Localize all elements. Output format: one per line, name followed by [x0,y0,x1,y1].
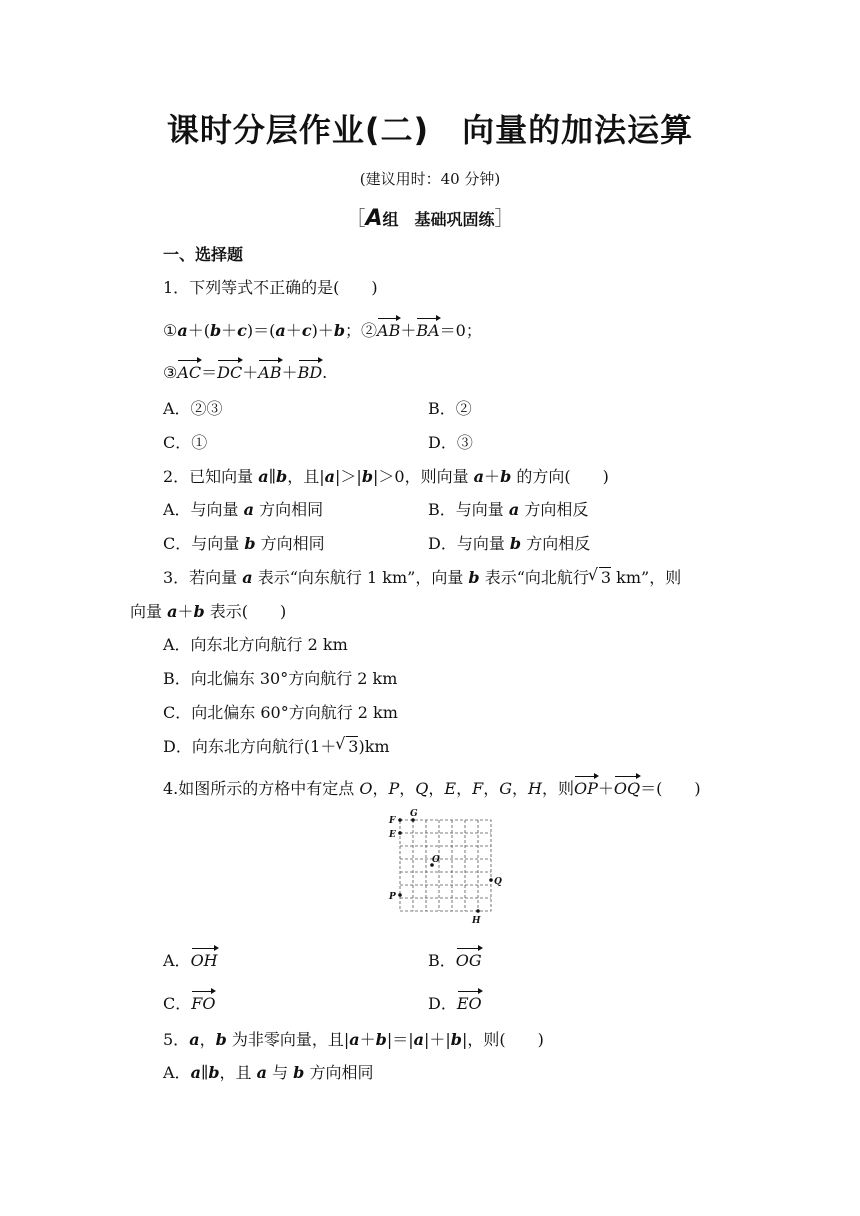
group-letter: A [365,206,383,231]
section-title: 一、选择题 [163,245,244,264]
label-h: H [472,916,481,926]
q2-option-d: D．与向量 b 方向相反 [428,534,591,553]
group-heading: ［A组 基础巩固练］ [345,206,515,231]
q1-stem: 1．下列等式不正确的是( ) [163,278,378,297]
q4-grid-figure [380,806,520,930]
group-text: 组 基础巩固练 [382,210,495,229]
q4-option-c: C．FO [163,994,216,1013]
q3-option-d: D．向东北方向航行(1＋√ 3)km [163,734,390,757]
q4-option-b: B．OG [428,951,482,970]
q1-equation-2: ③AC＝DC＋AB＋BD. [163,363,328,382]
q3-stem-line2: 向量 a＋b 表示( ) [130,602,287,621]
q1-option-d: D．③ [428,433,473,452]
q5-option-a: A．a∥b，且 a 与 b 方向相同 [163,1063,374,1082]
q3-option-a: A．向东北方向航行 2 km [163,635,348,654]
point-q [489,878,493,882]
point-e [398,831,402,835]
label-f: F [389,816,396,826]
q4-option-d: D．EO [428,994,482,1013]
q4-option-a: A．OH [163,951,218,970]
point-f [398,818,402,822]
q5-stem: 5．a，b 为非零向量，且|a＋b|＝|a|＋|b|，则( ) [163,1030,544,1049]
q2-option-b: B．与向量 a 方向相反 [428,500,589,519]
q3-option-c: C．向北偏东 60°方向航行 2 km [163,703,398,722]
q2-stem: 2．已知向量 a∥b，且|a|＞|b|＞0，则向量 a＋b 的方向( ) [163,467,609,486]
label-p: P [389,892,396,902]
q1-equation-1: ①a＋(b＋c)＝(a＋c)＋b；②AB＋BA＝0； [163,321,482,340]
point-h [476,909,480,913]
label-e: E [389,830,396,840]
q4-stem: 4.如图所示的方格中有定点 O，P，Q，E，F，G，H，则OP＋OQ＝( ) [163,779,701,798]
q3-stem-line1: 3．若向量 a 表示“向东航行 1 km”，向量 b 表示“向北航行√ 3 km”，则 [163,565,681,588]
label-q: Q [494,877,502,887]
label-o: O [432,855,440,865]
page-title: 课时分层作业(二) 向量的加法运算 [166,111,694,149]
q1-option-a: A．②③ [163,399,223,418]
q1-option-b: B．② [428,399,472,418]
suggested-time: (建议用时：40 分钟) [359,170,501,188]
q3-option-b: B．向北偏东 30°方向航行 2 km [163,669,398,688]
point-p [398,893,402,897]
grid-svg [380,806,520,930]
q2-option-a: A．与向量 a 方向相同 [163,500,324,519]
q2-option-c: C．与向量 b 方向相同 [163,534,325,553]
q1-option-c: C．① [163,433,208,452]
label-g: G [410,809,418,819]
